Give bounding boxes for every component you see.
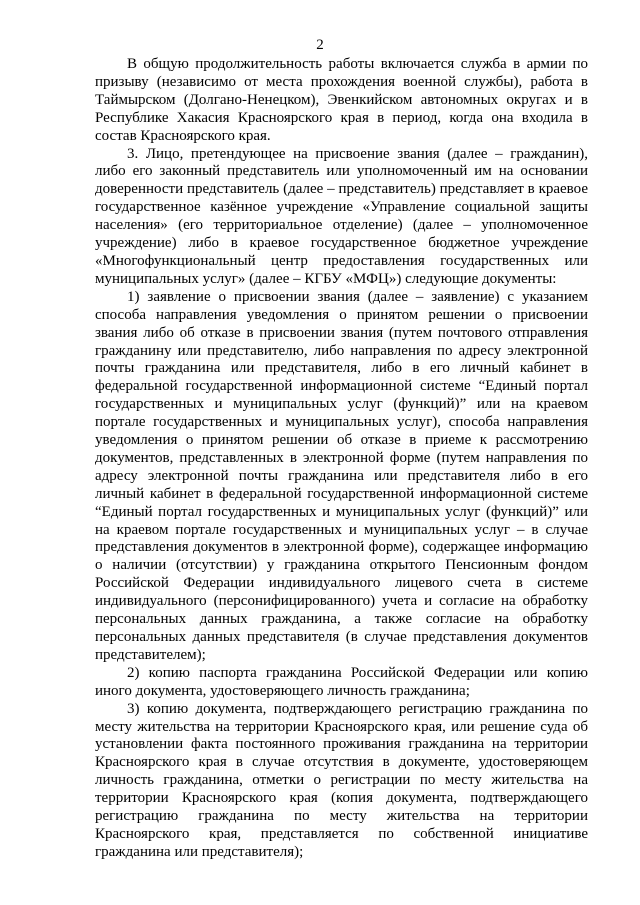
paragraph-subitem-3-registration: 3) копию документа, подтверждающего регистрацию гражданина по месту жительства на территории Красноярского края, или решение суда об установлении факта постоянного проживания гражданина на территории Красноярского края в случае отсутствия в документе, удостоверяющем личность гражданина, отметки о регистрации по месту жительства на территории Красноярского края (копия документа, подтверждающего регистрацию гражданина по месту жительства на территории Красноярского края, представляется по собственной инициативе гражданина или представителя); xyxy=(95,700,588,860)
paragraph-subitem-2-passport: 2) копию паспорта гражданина Российской Федерации или копию иного документа, удостоверяющего личность гражданина; xyxy=(95,664,588,699)
page-number: 2 xyxy=(316,37,324,53)
paragraph-subitem-1-application: 1) заявление о присвоении звания (далее – заявление) с указанием способа направления уведомления о принятом решении о присвоении звания либо об отказе в присвоении звания (путем почтового отправления гражданину или представителю, либо направления по адресу электронной почты гражданина или представителя, либо в его личный кабинет в федеральной государственной информационной системе “Единый портал государственных и муниципальных услуг (функций)” или на краевом портале государственных и муниципальных услуг), способа направления уведомления о принятом решении об отказе в приеме к рассмотрению документов, представленных в электронной форме (путем направления по адресу электронной почты гражданина или представителя либо в его личный кабинет в федеральной государственной информационной системе “Единый портал государственных и муниципальных услуг (функций)” или на краевом портале государственных и муниципальных услуг – в случае представления документов в электронной форме), содержащее информацию о наличии (отсутствии) у гражданина открытого Пенсионным фондом Российской Федерации индивидуального лицевого счета в системе индивидуального (персонифицированного) учета и согласие на обработку персональных данных гражданина, а также согласие на обработку персональных данных представителя (в случае представления документов представителем); xyxy=(95,288,588,663)
document-body xyxy=(95,56,588,862)
paragraph-work-duration: В общую продолжительность работы включается служба в армии по призыву (независимо от места прохождения военной службы), работа в Таймырском (Долгано-Ненецком), Эвенкийском автономных округах и в Республике Хакасия Красноярского края в период, когда она входила в состав Красноярского края. xyxy=(95,56,588,144)
paragraph-item-3: 3. Лицо, претендующее на присвоение звания (далее – гражданин), либо его законный представитель или уполномоченный им на основании доверенности представитель (далее – представитель) представляет в краевое государственное казённое учреждение «Управление социальной защиты населения» (его территориальное отделение) (далее – уполномоченное учреждение) либо в краевое государственное бюджетное учреждение «Многофункциональный центр предоставления государственных или муниципальных услуг» (далее – КГБУ «МФЦ») следующие документы: xyxy=(95,145,588,287)
